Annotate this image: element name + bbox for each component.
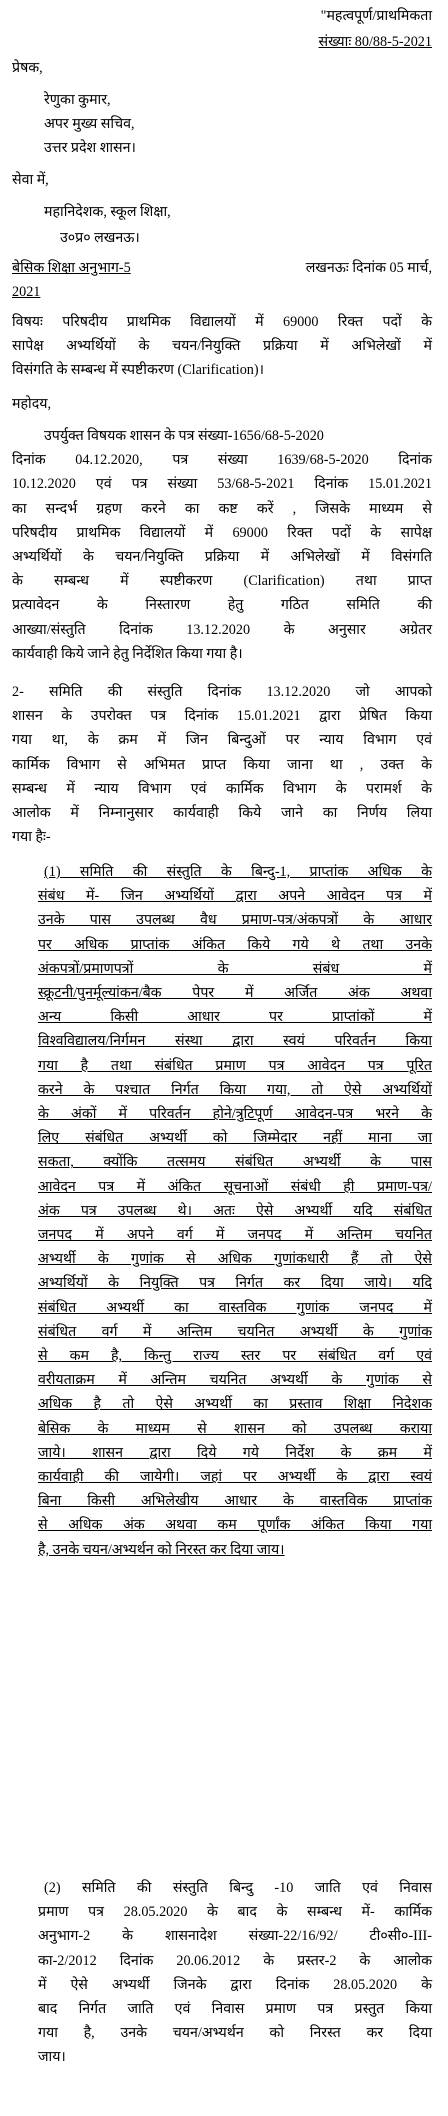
point-line: के अंकों में परिवर्तन होने/त्रुटिपूर्ण आवेदन-पत्र भरने के — [38, 1106, 432, 1123]
reference-number: संख्याः 80/88-5-2021 — [318, 34, 432, 50]
point-line: बाद निर्गत जाति एवं निवास प्रमाण पत्र प्रस्तुत किया — [38, 2001, 432, 2018]
point-line: जाय। — [38, 2049, 66, 2066]
priority-mark: "महत्वपूर्ण/प्राथमिकता — [320, 8, 432, 24]
point-line: आवेदन पत्र में अंकित सूचनाओं संबंधी ही प्रमाण-पत्र/ — [38, 1178, 432, 1195]
point-2 — [38, 1876, 432, 2070]
point-1 — [38, 860, 432, 1562]
recipient-place: उ०प्र० लखनऊ। — [60, 230, 140, 246]
paragraph-line: परिषदीय प्राथमिक विद्यालयों में 69000 रिक्त पदों के सापेक्ष — [12, 524, 432, 541]
paragraph-line: सम्बन्ध में न्याय विभाग एवं कार्मिक विभाग के परामर्श के — [12, 780, 432, 797]
point-line: लिए संबंधित अभ्यर्थी को जिम्मेदार नहीं माना जा — [38, 1130, 432, 1147]
point-line: सकता, क्योंकि तत्समय संबंधित अभ्यर्थी के पास — [38, 1154, 432, 1171]
paragraph-line: अभ्यर्थियों के चयन/नियुक्ति प्रक्रिया में अभिलेखों में विसंगति — [12, 549, 432, 566]
paragraph-line: गया था, के क्रम में जिन बिन्दुओं पर न्याय विभाग एवं — [12, 732, 432, 749]
point-line: विश्वविद्यालय/निर्गमन संस्था द्वारा स्वयं परिवर्तन किया — [38, 1033, 432, 1050]
point-line: से अधिक अंक अथवा कम पूर्णांक अंकित किया गया — [38, 1517, 432, 1534]
point-line: जाये। शासन द्वारा दिये गये निर्देश के क्रम में — [38, 1444, 432, 1461]
paragraph-line: दिनांक 04.12.2020, पत्र संख्या 1639/68-5-2020 दिनांक — [12, 452, 432, 469]
point-line: में ऐसे अभ्यर्थी जिनके द्वारा दिनांक 28.05.2020 के — [38, 1976, 432, 1993]
point-line: अंकपत्रों/प्रमाणपत्रों के संबंध में — [38, 960, 432, 977]
point-line: है, उनके चयन/अभ्यर्थन को निरस्त कर दिया जाय। — [38, 1541, 285, 1558]
paragraph-1 — [12, 424, 432, 666]
paragraph-line: शासन के उपरोक्त पत्र दिनांक 15.01.2021 द्वारा प्रेषित किया — [12, 708, 432, 725]
point-line: बेसिक के माध्यम से शासन को उपलब्ध कराया — [38, 1420, 432, 1437]
point-line: वरीयताक्रम में अन्तिम चयनित अभ्यर्थी के गुणांक से — [38, 1372, 432, 1389]
point-line: उनके पास उपलब्ध वैध प्रमाण-पत्र/अंकपत्रों के आधार — [38, 912, 432, 929]
point-line: स्क्रूटनी/पुनर्मूल्यांकन/बैक पेपर में अर्जित अंक अथवा — [38, 985, 432, 1002]
letter-year: 2021 — [12, 284, 41, 300]
salutation: महोदय, — [12, 396, 52, 412]
point-line: अभ्यर्थियों के नियुक्ति पत्र निर्गत कर दिया जाये। यदि — [38, 1275, 432, 1292]
point-line: (1) समिति की संस्तुति के बिन्दु-1, प्राप्तांक अधिक के — [44, 864, 432, 880]
point-line: संबंधित वर्ग में अन्तिम चयनित अभ्यर्थी के गुणांक — [38, 1323, 432, 1340]
paragraph-line: आख्या/संस्तुति दिनांक 13.12.2020 के अनुसार अग्रेतर — [12, 621, 432, 638]
paragraph-line: कार्यवाही किये जाने हेतु निर्देशित किया गया है। — [12, 645, 243, 662]
point-line: (2) समिति की संस्तुति बिन्दु -10 जाति एवं निवास — [44, 1880, 432, 1896]
point-line: अनुभाग-2 के शासनादेश संख्या-22/16/92/ टी०सी०-III- — [38, 1928, 432, 1945]
paragraph-line: कार्मिक विभाग से अभिमत प्राप्त किया जाना था , उक्त के — [12, 756, 432, 773]
point-line: संबंध में- जिन अभ्यर्थियों द्वारा अपने आवेदन पत्र में — [38, 888, 432, 905]
point-line: जनपद में अपने वर्ग में जनपद में अन्तिम चयनित — [38, 1227, 432, 1244]
point-line: अंक पत्र उपलब्ध थे। अतः ऐसे अभ्यर्थी यदि संबंधित — [38, 1202, 432, 1219]
subject-line: विषयः परिषदीय प्राथमिक विद्यालयों में 69000 रिक्त पदों के — [12, 314, 432, 330]
paragraph-line: उपर्युक्त विषयक शासन के पत्र संख्या-1656/68-5-2020 — [44, 428, 324, 444]
point-line: पर अधिक प्राप्तांक अंकित किये गये थे तथा उनके — [38, 936, 432, 953]
subject — [12, 310, 432, 383]
point-line: अन्य किसी आधार पर प्राप्तांकों में — [38, 1009, 432, 1026]
point-line: का-2/2012 दिनांक 20.06.2012 के प्रस्तर-2 के आलोक — [38, 1952, 432, 1969]
subject-line: विसंगति के सम्बन्ध में स्पष्टीकरण (Clarification)। — [12, 362, 264, 379]
point-line: अधिक है तो ऐसे अभ्यर्थी का प्रस्ताव शिक्षा निदेशक — [38, 1396, 432, 1413]
paragraph-line: 2- समिति की संस्तुति दिनांक 13.12.2020 जो आपको — [12, 684, 432, 700]
point-line: अभ्यर्थी के गुणांक से अधिक गुणांकधारी हैं तो ऐसे — [38, 1251, 432, 1268]
paragraph-line: गया हैः- — [12, 829, 51, 846]
sender-label: प्रेषक, — [12, 60, 43, 76]
paragraph-line: 10.12.2020 एवं पत्र संख्या 53/68-5-2021 दिनांक 15.01.2021 — [12, 476, 432, 493]
paragraph-line: आलोक में निम्नानुसार कार्यवाही किये जाने का निर्णय लिया — [12, 805, 432, 822]
point-line: संबंधित अभ्यर्थी का वास्तविक गुणांक जनपद में — [38, 1299, 432, 1316]
paragraph-line: का सन्दर्भ ग्रहण करने का कष्ट करें , जिसके माध्यम से — [12, 500, 432, 517]
point-line: गया है, उनके चयन/अभ्यर्थन को निरस्त कर दिया — [38, 2025, 432, 2042]
subject-line: सापेक्ष अभ्यर्थियों के चयन/नियुक्ति प्रक्रिया में अभिलेखों में — [12, 338, 432, 355]
paragraph-line: प्रत्यावेदन के निस्तारण हेतु गठित समिति की — [12, 597, 432, 614]
section-name: बेसिक शिक्षा अनुभाग-5 — [12, 260, 131, 276]
point-line: प्रमाण पत्र 28.05.2020 के बाद के सम्बन्ध में- कार्मिक — [38, 1904, 432, 1921]
recipient-designation: महानिदेशक, स्कूल शिक्षा, — [44, 204, 171, 220]
sender-designation: अपर मुख्य सचिव, — [44, 116, 135, 132]
letter-date: लखनऊः दिनांक 05 मार्च, — [305, 260, 432, 276]
sender-name: रेणुका कुमार, — [44, 92, 111, 108]
dateline — [12, 256, 432, 280]
point-line: गया है तथा संबंधित प्रमाण पत्र आवेदन पत्र पूरित — [38, 1057, 432, 1074]
point-line: कार्यवाही की जायेगी। जहां पर अभ्यर्थी के द्वारा स्वयं — [38, 1469, 432, 1486]
recipient-label: सेवा में, — [12, 172, 49, 188]
point-line: से कम है, किन्तु राज्य स्तर पर संबंधित वर्ग एवं — [38, 1348, 432, 1365]
sender-office: उत्तर प्रदेश शासन। — [44, 140, 136, 156]
point-line: करने के पश्चात निर्गत किया गया, तो ऐसे अभ्यर्थियों — [38, 1081, 432, 1098]
paragraph-line: के सम्बन्ध में स्पष्टीकरण (Clarification) तथा प्राप्त — [12, 573, 432, 590]
point-line: बिना किसी अभिलेखीय आधार के वास्तविक प्राप्तांक — [38, 1493, 432, 1510]
paragraph-2 — [12, 680, 432, 849]
